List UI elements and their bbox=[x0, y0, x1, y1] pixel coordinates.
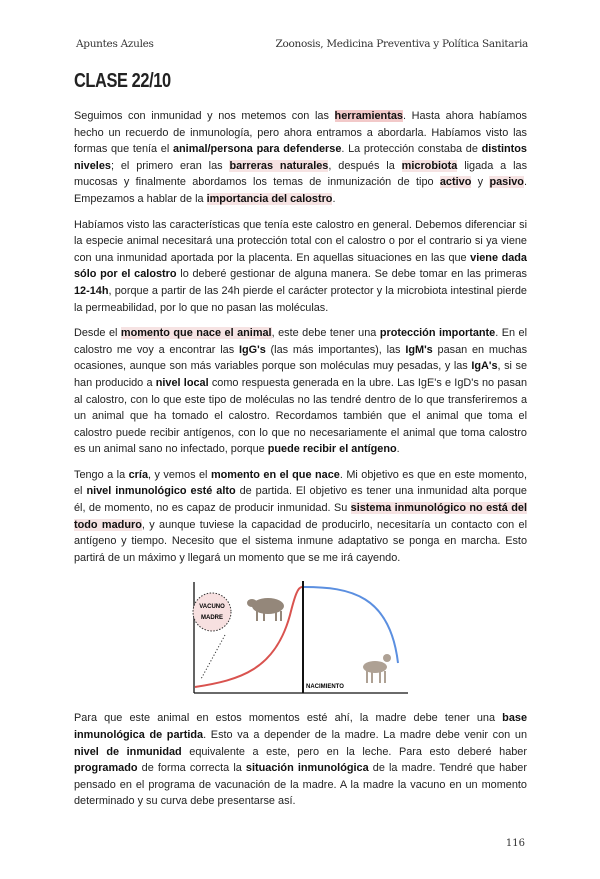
emphasized-text: situación inmunológica bbox=[245, 762, 369, 775]
text-run: ligada a las mucosas y finalmente abordamos los temas de inmunización de tipo bbox=[74, 159, 528, 189]
bubble-label-1: VACUNO bbox=[199, 604, 225, 611]
text-run: Desde el bbox=[74, 327, 121, 340]
text-run: ; el primero eran las bbox=[110, 159, 230, 172]
paragraph bbox=[74, 710, 527, 810]
paragraph bbox=[74, 217, 527, 317]
emphasized-text: nivel inmunológico esté alto bbox=[86, 485, 236, 498]
emphasized-text: barreras naturales bbox=[229, 159, 329, 172]
text-run: , después la bbox=[328, 159, 402, 172]
emphasized-text: activo bbox=[439, 176, 472, 189]
text-run: . bbox=[332, 192, 336, 205]
text-run: de partida. El objetivo es tener una inmunidad alta porque él, de momento, no es capaz de producir inmunidad. Su bbox=[74, 485, 527, 515]
text-run: lo deberé gestionar de alguna manera. Se debe tomar en las primeras bbox=[176, 268, 527, 281]
bubble-label-2: MADRE bbox=[201, 615, 223, 622]
text-run: . En el calostro me voy a encontrar las bbox=[74, 327, 528, 356]
emphasized-text: puede recibir el antígeno bbox=[267, 443, 397, 456]
page-body bbox=[74, 0, 527, 879]
paragraph bbox=[74, 325, 527, 458]
text-run: . Esto va a depender de la madre. La madre debe venir con un bbox=[203, 729, 528, 742]
emphasized-text: programado bbox=[74, 762, 138, 775]
figure-container bbox=[180, 575, 527, 700]
text-run: Para que este animal en estos momentos esté ahí, la madre debe tener una bbox=[74, 712, 503, 725]
text-run: Tengo a la bbox=[74, 468, 129, 481]
emphasized-text: nivel local bbox=[155, 376, 209, 389]
header-left: Apuntes Azules bbox=[76, 38, 154, 50]
text-run: como respuesta generada en la ubre. Las IgE's e IgD's no pasan al calostro, con lo que este tipo de moléculas no las tendré dentro de lo que transferiremos a un animal que ha tomado el calostro. Recordamos también que el animal que toma el calostro puede recibir antígenos, con lo que no necesariamente el animal que toma calostro es un animal sano no infectado, porque bbox=[74, 376, 528, 456]
emphasized-text: viene dada sólo por el calostro bbox=[74, 251, 527, 281]
page-number: 116 bbox=[505, 838, 525, 849]
emphasized-text: nivel de inmunidad bbox=[74, 745, 182, 758]
paragraph bbox=[74, 108, 527, 208]
header-right: Zoonosis, Medicina Preventiva y Política Sanitaria bbox=[275, 38, 528, 50]
text-run: de la madre. Tendré que haber pensado en el programa de vacunación de la madre. A la madre la vacuno en un momento determinado y su curva debe presentarse así. bbox=[74, 762, 527, 808]
emphasized-text: momento en el que nace bbox=[210, 468, 340, 481]
emphasized-text: pasivo bbox=[489, 176, 524, 189]
text-run: . Mi objetivo es que en este momento, el bbox=[74, 468, 527, 498]
text-run: pasan en muchas ocasiones, aunque son más variables porque son moléculas muy pesadas, y las bbox=[74, 343, 528, 373]
cow-icon bbox=[247, 598, 284, 621]
emphasized-text: IgG's bbox=[238, 343, 266, 356]
emphasized-text: base inmunológica de partida bbox=[74, 712, 527, 742]
text-run: Seguimos con inmunidad y nos metemos con las bbox=[74, 110, 335, 122]
calf-icon bbox=[363, 654, 391, 683]
emphasized-text: protección importante bbox=[379, 327, 496, 340]
page-title: CLASE 22/10 bbox=[74, 70, 171, 92]
text-run: , y aunque tuviese la capacidad de producirlo, necesitaría un contacto con el antígeno y tiempo. Necesito que el sistema inmune adaptativo se ponga en marcha. Esto partirá de un máximo y llegará un momento que se me irá cayendo. bbox=[74, 518, 528, 564]
text-run: de forma correcta la bbox=[137, 762, 246, 775]
emphasized-text: importancia del calostro bbox=[206, 192, 333, 205]
text-run: . Empezamos a hablar de la bbox=[74, 176, 527, 205]
text-run: . La protección constaba de bbox=[341, 143, 482, 156]
emphasized-text: microbiota bbox=[401, 159, 458, 172]
text-run: equivalente a este, pero en la leche. Para esto deberé haber bbox=[181, 745, 527, 758]
offspring-immunity-curve bbox=[304, 587, 398, 663]
text-run: . Hasta ahora habíamos hecho un recuerdo de inmunología, pero ahora entramos a abordarla. Habíamos visto las formas que tenía el bbox=[74, 110, 527, 156]
emphasized-text: IgM's bbox=[405, 343, 433, 356]
emphasized-text: herramientas bbox=[334, 110, 403, 122]
immunity-curve-figure bbox=[180, 575, 420, 700]
text-run: . bbox=[396, 443, 400, 456]
birth-label: NACIMIENTO bbox=[306, 684, 344, 691]
emphasized-text: cría bbox=[128, 468, 149, 481]
text-run: , y vemos el bbox=[148, 468, 211, 481]
emphasized-text: distintos niveles bbox=[74, 143, 527, 172]
vaccine-pointer bbox=[201, 635, 225, 679]
emphasized-text: animal/persona para defenderse bbox=[172, 143, 342, 156]
paragraph bbox=[74, 467, 527, 567]
emphasized-text: momento que nace el animal bbox=[120, 327, 272, 340]
emphasized-text: 12-14h bbox=[74, 284, 109, 297]
text-run: (las más importantes), las bbox=[265, 343, 406, 356]
vaccine-bubble bbox=[193, 593, 231, 631]
text-run: , este debe tener una bbox=[271, 327, 380, 340]
text-run: , porque a partir de las 24h pierde el carácter protector y la microbiota intestinal pierde la permeabilidad, por lo que no pasan las moléculas. bbox=[74, 284, 527, 314]
emphasized-text: IgA's bbox=[471, 360, 498, 373]
text-run: Habíamos visto las características que tenía este calostro en general. Debemos diferenciar si la especie animal necesitará una protección total con el calostro o por el contrario si ya viene con una inmunidad aportada por la placenta. En aquellas situaciones en las que bbox=[74, 218, 527, 264]
text-run: y bbox=[471, 176, 490, 189]
text-run: , si se han producido a bbox=[74, 360, 527, 389]
emphasized-text: sistema inmunológico no está del todo maduro bbox=[74, 502, 527, 531]
